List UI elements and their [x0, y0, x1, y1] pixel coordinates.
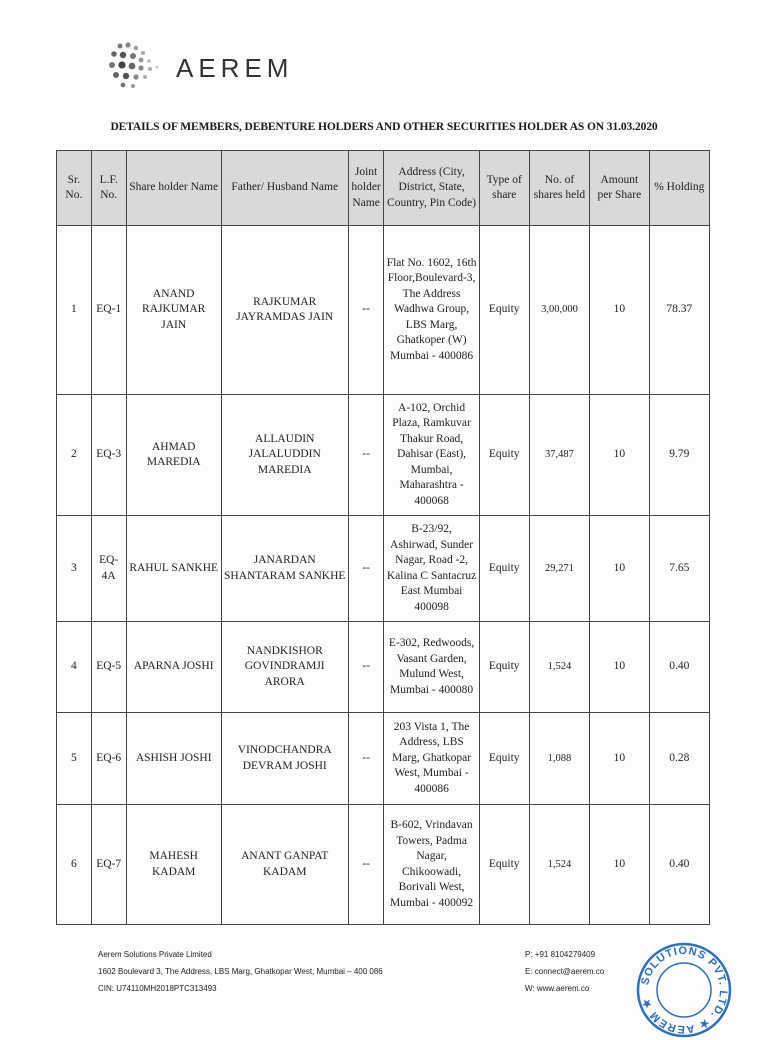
cell-joint-holder: -- [348, 805, 384, 925]
table-row [57, 395, 710, 516]
svg-text:SOLUTIONS PVT. LTD. ★ AEREM ★: SOLUTIONS PVT. LTD. ★ AEREM ★ [639, 944, 730, 1036]
cell-amount-per-share: 10 [590, 516, 649, 622]
header-no-of-shares: No. of shares held [529, 151, 589, 226]
cell-shareholder-name: AHMAD MAREDIA [126, 395, 221, 516]
cell-shareholder-name: ASHISH JOSHI [126, 713, 221, 805]
header-sr-no: Sr. No. [57, 151, 92, 226]
cell-lf-no: EQ-7 [91, 805, 126, 925]
cell-sr-no: 5 [57, 713, 92, 805]
table-row [57, 226, 710, 395]
cell-lf-no: EQ-3 [91, 395, 126, 516]
table-header-row [57, 151, 710, 226]
header-joint-holder-name: Joint holder Name [348, 151, 384, 226]
cell-shareholder-name: RAHUL SANKHE [126, 516, 221, 622]
footer-company-details [98, 946, 383, 997]
members-table [56, 150, 710, 925]
document-title: DETAILS OF MEMBERS, DEBENTURE HOLDERS AND OTHER SECURITIES HOLDER AS ON 31.03.2020 [110, 121, 658, 133]
cell-amount-per-share: 10 [590, 622, 649, 713]
cell-father-husband-name: NANDKISHOR GOVINDRAMJI ARORA [221, 622, 348, 713]
cell-amount-per-share: 10 [590, 713, 649, 805]
cell-sr-no: 6 [57, 805, 92, 925]
cell-type-of-share: Equity [479, 226, 529, 395]
cell-address: Flat No. 1602, 16th Floor,Boulevard-3, The Address Wadhwa Group, LBS Marg, Ghatkoper (W) Mumbai - 400086 [384, 226, 479, 395]
header-type-of-share: Type of share [479, 151, 529, 226]
cell-shares-held: 1,524 [529, 622, 589, 713]
cell-lf-no: EQ-1 [91, 226, 126, 395]
header-holding-percent: % Holding [649, 151, 709, 226]
cell-address: E-302, Redwoods, Vasant Garden, Mulund West, Mumbai - 400080 [384, 622, 479, 713]
cell-father-husband-name: ALLAUDIN JALALUDDIN MAREDIA [221, 395, 348, 516]
cell-holding-percent: 9.79 [649, 395, 709, 516]
cell-father-husband-name: JANARDAN SHANTARAM SANKHE [221, 516, 348, 622]
table-row [57, 713, 710, 805]
cell-lf-no: EQ-4A [91, 516, 126, 622]
cell-father-husband-name: RAJKUMAR JAYRAMDAS JAIN [221, 226, 348, 395]
cell-type-of-share: Equity [479, 516, 529, 622]
cell-address: B-23/92, Ashirwad, Sunder Nagar, Road -2, Kalina C Santacruz East Mumbai 400098 [384, 516, 479, 622]
footer-phone: P: +91 8104279409 [525, 950, 596, 959]
footer-contact-details [525, 946, 604, 997]
header-address: Address (City, District, State, Country, Pin Code) [384, 151, 479, 226]
header-father-husband-name: Father/ Husband Name [221, 151, 348, 226]
cell-sr-no: 4 [57, 622, 92, 713]
footer-website[interactable]: W: www.aerem.co [525, 984, 590, 993]
cell-type-of-share: Equity [479, 395, 529, 516]
cell-shares-held: 1,524 [529, 805, 589, 925]
cell-type-of-share: Equity [479, 713, 529, 805]
cell-shares-held: 3,00,000 [529, 226, 589, 395]
cell-shares-held: 1,088 [529, 713, 589, 805]
cell-amount-per-share: 10 [590, 395, 649, 516]
cell-shares-held: 29,271 [529, 516, 589, 622]
header-amount-per-share: Amount per Share [590, 151, 649, 226]
logo-wordmark: AEREM [176, 53, 294, 83]
footer-address: 1602 Boulevard 3, The Address, LBS Marg, Ghatkopar West, Mumbai – 400 086 [98, 967, 383, 976]
cell-lf-no: EQ-5 [91, 622, 126, 713]
cell-joint-holder: -- [348, 395, 384, 516]
company-logo [108, 40, 308, 94]
cell-father-husband-name: ANANT GANPAT KADAM [221, 805, 348, 925]
dots-logo-icon [108, 40, 166, 94]
cell-joint-holder: -- [348, 622, 384, 713]
cell-shares-held: 37,487 [529, 395, 589, 516]
header-lf-no: L.F. No. [91, 151, 126, 226]
cell-address: 203 Vista 1, The Address, LBS Marg, Ghatkopar West, Mumbai - 400086 [384, 713, 479, 805]
cell-shareholder-name: ANAND RAJKUMAR JAIN [126, 226, 221, 395]
cell-address: B-602, Vrindavan Towers, Padma Nagar, Chikoowadi, Borivali West, Mumbai - 400092 [384, 805, 479, 925]
footer-email[interactable]: E: connect@aerem.co [525, 967, 605, 976]
cell-holding-percent: 7.65 [649, 516, 709, 622]
cell-sr-no: 1 [57, 226, 92, 395]
cell-address: A-102, Orchid Plaza, Ramkuvar Thakur Road, Dahisar (East), Mumbai, Maharashtra - 400068 [384, 395, 479, 516]
cell-lf-no: EQ-6 [91, 713, 126, 805]
cell-holding-percent: 78.37 [649, 226, 709, 395]
table-row [57, 622, 710, 713]
footer-cin: CIN: U74110MH2018PTC313493 [98, 984, 217, 993]
footer-company-name: Aerem Solutions Private Limited [98, 950, 212, 959]
cell-shareholder-name: APARNA JOSHI [126, 622, 221, 713]
cell-shareholder-name: MAHESH KADAM [126, 805, 221, 925]
cell-type-of-share: Equity [479, 622, 529, 713]
cell-type-of-share: Equity [479, 805, 529, 925]
cell-sr-no: 3 [57, 516, 92, 622]
cell-holding-percent: 0.28 [649, 713, 709, 805]
cell-holding-percent: 0.40 [649, 622, 709, 713]
cell-sr-no: 2 [57, 395, 92, 516]
table-row [57, 805, 710, 925]
company-seal-stamp [634, 940, 734, 1040]
header-shareholder-name: Share holder Name [126, 151, 221, 226]
cell-joint-holder: -- [348, 713, 384, 805]
cell-joint-holder: -- [348, 226, 384, 395]
cell-father-husband-name: VINODCHANDRA DEVRAM JOSHI [221, 713, 348, 805]
cell-amount-per-share: 10 [590, 805, 649, 925]
cell-amount-per-share: 10 [590, 226, 649, 395]
table-row [57, 516, 710, 622]
cell-holding-percent: 0.40 [649, 805, 709, 925]
cell-joint-holder: -- [348, 516, 384, 622]
